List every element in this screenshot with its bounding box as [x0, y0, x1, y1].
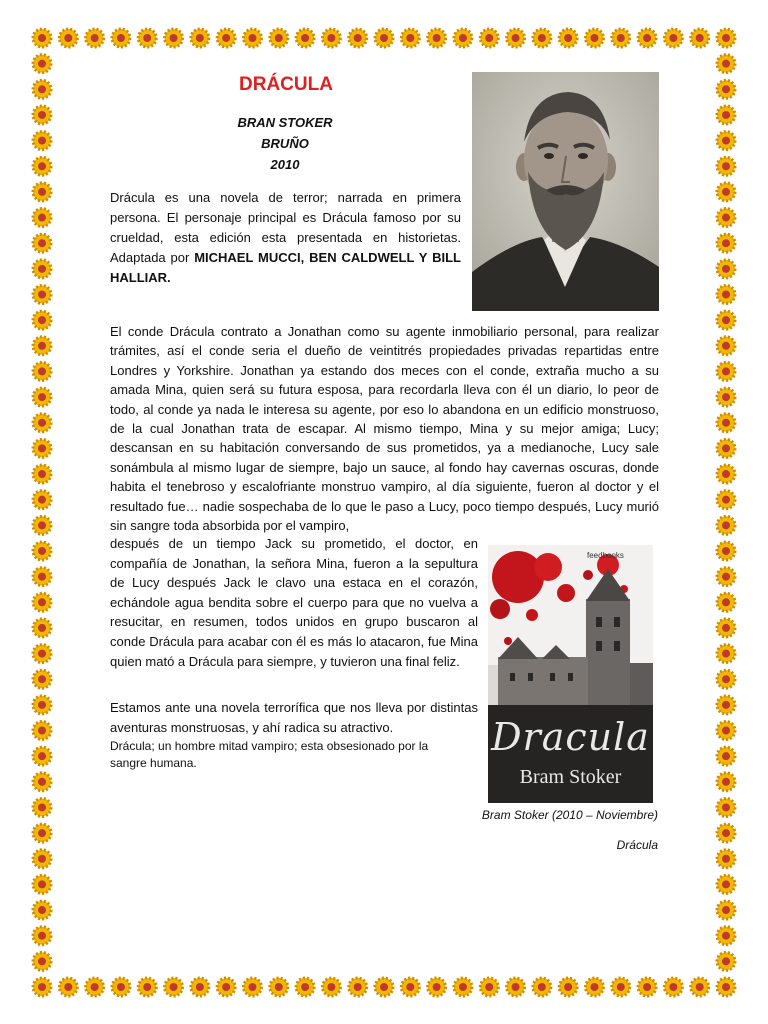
border-flower — [349, 978, 367, 996]
border-flower — [585, 29, 603, 47]
border-flower — [428, 978, 446, 996]
book-meta — [200, 112, 370, 175]
book-year: 2010 — [270, 157, 300, 172]
border-flower — [33, 337, 51, 355]
border-flower — [480, 29, 498, 47]
border-flower — [507, 29, 525, 47]
border-flower — [33, 747, 51, 765]
border-flower — [664, 29, 682, 47]
border-flower — [717, 465, 735, 483]
border-flower — [401, 29, 419, 47]
border-flower — [717, 29, 735, 47]
closing-paragraph: Estamos ante una novela terrorífica que nos lleva por distintas aventuras monstruosas, y ahí radica su atractivo. — [110, 700, 478, 735]
border-flower — [638, 29, 656, 47]
intro-end: . — [167, 270, 171, 285]
book-author: BRAN STOKER — [237, 115, 333, 130]
border-flower — [33, 927, 51, 945]
border-flower — [33, 439, 51, 457]
border-flower — [33, 209, 51, 227]
border-flower — [138, 29, 156, 47]
border-flower — [59, 978, 77, 996]
border-flower — [717, 568, 735, 586]
border-flower — [217, 978, 235, 996]
border-flower — [33, 285, 51, 303]
border-flower — [454, 978, 472, 996]
border-flower — [270, 978, 288, 996]
border-flower — [217, 29, 235, 47]
border-flower — [454, 29, 472, 47]
border-flower — [717, 901, 735, 919]
border-flower — [243, 978, 261, 996]
border-flower — [33, 952, 51, 970]
border-flower — [322, 29, 340, 47]
border-flower — [243, 29, 261, 47]
border-flower — [717, 55, 735, 73]
border-flower — [717, 747, 735, 765]
page-title: DRÁCULA — [239, 74, 333, 95]
border-flower — [33, 132, 51, 150]
border-flower — [33, 850, 51, 868]
border-flower — [33, 414, 51, 432]
border-flower — [717, 645, 735, 663]
border-flower — [33, 362, 51, 380]
border-flower — [717, 773, 735, 791]
cover-caption-title: Drácula — [616, 838, 658, 852]
cover-publisher-logo: feedbooks — [587, 551, 624, 560]
border-flower — [717, 722, 735, 740]
border-flower — [165, 29, 183, 47]
border-flower — [33, 260, 51, 278]
border-flower — [717, 209, 735, 227]
border-flower — [691, 29, 709, 47]
border-flower — [33, 80, 51, 98]
border-flower — [33, 183, 51, 201]
border-flower — [33, 773, 51, 791]
border-flower — [138, 978, 156, 996]
border-flower — [33, 670, 51, 688]
border-flower — [717, 850, 735, 868]
border-flower — [612, 29, 630, 47]
border-flower — [717, 978, 735, 996]
border-flower — [559, 978, 577, 996]
border-flower — [33, 901, 51, 919]
story-paragraph-part1: El conde Drácula contrato a Jonathan como su agente inmobiliario personal, para realizar trámites, así el conde seria el dueño de veintitrés propiedades privadas repartidas entre Londres y Yorkshire. Jonathan ya estando dos meces con el conde, extraña mucho a su amada Mina, quien será su futura esposa, para recordarla lleva con él un diario, lo peor de todo, al conde ya nada le interesa su agente, por eso lo abandona en un edificio monstruoso, de la cual Jonathan trata de escapar. Al mismo tiempo, Mina y su mejor amiga; Lucy; descansan en su habitación conversando de sus prometidos, ya a medianoche, Lucy sale sonámbula al mismo lugar de siempre, bajo un sauce, al fondo hay cavernas oscuras, donde habita el tenebroso y escalofriante monstruo vampiro, al día siguiente, fueron al doctor y el resultado fue… nadie sospechaba de lo que le paso a Lucy, poco tiempo después, Lucy murió sin sangre toda absorbida por el vampiro, — [110, 324, 659, 534]
border-flower — [33, 875, 51, 893]
tagline: Drácula; un hombre mitad vampiro; esta obsesionado por la sangre humana. — [110, 739, 429, 770]
border-flower — [401, 978, 419, 996]
border-flower — [375, 29, 393, 47]
border-flower — [638, 978, 656, 996]
intro-paragraph — [110, 188, 461, 288]
border-flower — [33, 55, 51, 73]
border-flower — [717, 516, 735, 534]
border-flower — [691, 978, 709, 996]
book-cover-image — [488, 545, 653, 803]
border-flower — [717, 234, 735, 252]
cover-illustration — [488, 545, 653, 803]
book-publisher: BRUÑO — [261, 136, 309, 151]
border-flower — [717, 542, 735, 560]
author-portrait — [472, 72, 659, 311]
border-flower — [33, 798, 51, 816]
border-flower — [33, 465, 51, 483]
border-flower — [33, 311, 51, 329]
border-flower — [717, 362, 735, 380]
border-flower — [717, 619, 735, 637]
border-flower — [322, 978, 340, 996]
border-flower — [33, 106, 51, 124]
border-flower — [717, 696, 735, 714]
border-flower — [717, 670, 735, 688]
border-flower — [717, 132, 735, 150]
border-flower — [33, 645, 51, 663]
border-flower — [191, 978, 209, 996]
border-flower — [717, 491, 735, 509]
border-flower — [533, 978, 551, 996]
intro-adapters: MICHAEL MUCCI, BEN CALDWELL Y BILL HALLIAR — [110, 250, 461, 285]
border-flower — [33, 824, 51, 842]
border-flower — [717, 311, 735, 329]
intro-text: Drácula es una novela de terror; narrada en primera persona. El personaje principal es Drácula famoso por su crueldad, esta edición esta presentada en historietas. Adaptada por — [110, 190, 461, 265]
border-flower — [717, 157, 735, 175]
border-flower — [717, 927, 735, 945]
border-flower — [33, 491, 51, 509]
border-flower — [717, 439, 735, 457]
border-flower — [717, 285, 735, 303]
cover-title: Dracula — [491, 715, 650, 759]
border-flower — [375, 978, 393, 996]
border-flower — [717, 952, 735, 970]
border-flower — [717, 414, 735, 432]
border-flower — [86, 29, 104, 47]
border-flower — [717, 183, 735, 201]
border-flower — [112, 29, 130, 47]
border-flower — [112, 978, 130, 996]
border-flower — [33, 29, 51, 47]
border-flower — [33, 619, 51, 637]
border-flower — [717, 824, 735, 842]
border-flower — [33, 516, 51, 534]
border-flower — [33, 157, 51, 175]
border-flower — [270, 29, 288, 47]
border-flower — [33, 696, 51, 714]
border-flower — [33, 568, 51, 586]
border-flower — [59, 29, 77, 47]
border-flower — [717, 106, 735, 124]
border-flower — [717, 798, 735, 816]
border-flower — [507, 978, 525, 996]
border-flower — [585, 978, 603, 996]
border-flower — [612, 978, 630, 996]
border-flower — [296, 978, 314, 996]
border-flower — [86, 978, 104, 996]
border-flower — [33, 722, 51, 740]
border-flower — [717, 593, 735, 611]
border-flower — [165, 978, 183, 996]
border-flower — [533, 29, 551, 47]
border-flower — [480, 978, 498, 996]
border-flower — [349, 29, 367, 47]
border-flower — [33, 542, 51, 560]
border-flower — [664, 978, 682, 996]
story-paragraph-part2: después de un tiempo Jack su prometido, el doctor, en compañía de Jonathan, la señora Mina, fueron a la sepultura de Lucy después Jack le clavo una estaca en el corazón, echándole agua bendita sobre el cuerpo para que no vuelva a resucitar, en resumen, todos unidos en grupo buscaron al conde Drácula para acabar con él es más lo atacaron, fue Mina quien mató a Drácula para siempre, y tuvieron una final feliz. — [110, 536, 478, 669]
border-flower — [33, 978, 51, 996]
border-flower — [33, 388, 51, 406]
border-flower — [33, 593, 51, 611]
cover-author: Bram Stoker — [519, 766, 622, 788]
border-flower — [717, 388, 735, 406]
border-flower — [717, 337, 735, 355]
border-flower — [428, 29, 446, 47]
border-flower — [717, 875, 735, 893]
border-flower — [33, 234, 51, 252]
portrait-illustration — [472, 72, 659, 311]
border-flower — [559, 29, 577, 47]
border-flower — [717, 260, 735, 278]
border-flower — [296, 29, 314, 47]
border-flower — [717, 80, 735, 98]
border-flower — [191, 29, 209, 47]
cover-caption: Bram Stoker (2010 – Noviembre) — [481, 808, 658, 822]
